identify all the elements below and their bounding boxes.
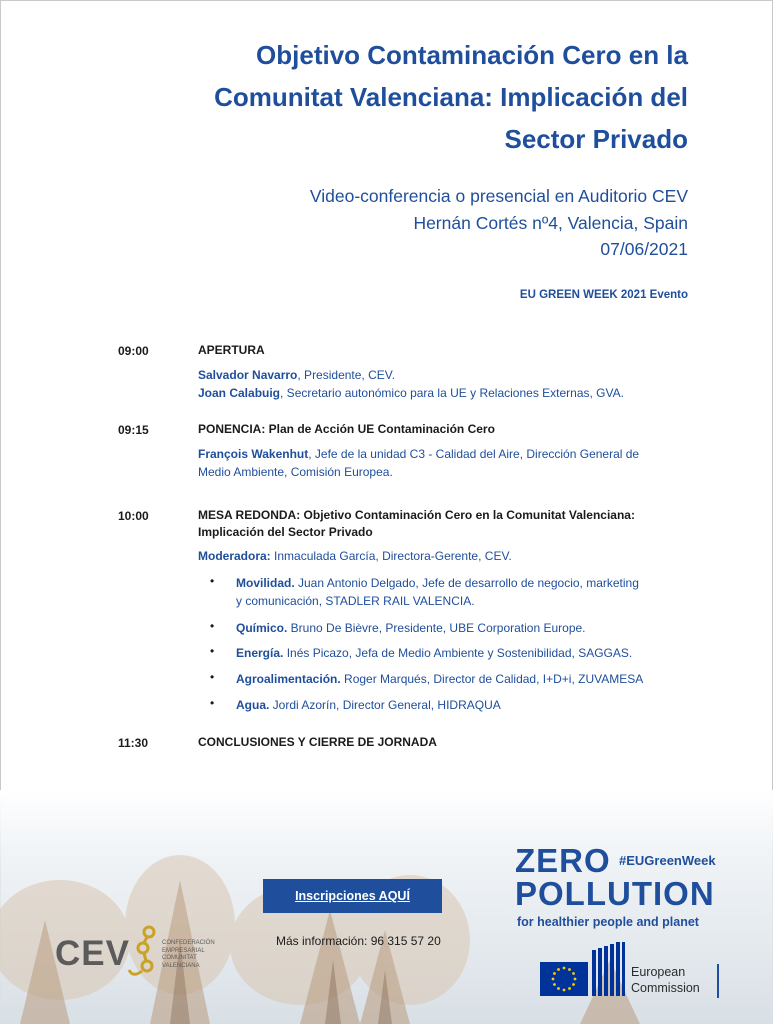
- panelist-text: Juan Antonio Delgado, Jefe de desarrollo de negocio, marketing: [294, 576, 639, 590]
- cev-desc-line: COMUNITAT: [162, 955, 197, 961]
- panelist-text: Inés Picazo, Jefa de Medio Ambiente y Sostenibilidad, SAGGAS.: [283, 646, 633, 660]
- speaker-name: François Wakenhut: [198, 447, 309, 461]
- session-heading: MESA REDONDA: Objetivo Contaminación Cero en la Comunitat Valenciana:: [198, 508, 635, 522]
- event-date: 07/06/2021: [600, 239, 688, 259]
- bullet-icon: •: [210, 696, 215, 710]
- address-line: Hernán Cortés nº4, Valencia, Spain: [413, 212, 688, 233]
- cev-description: [162, 940, 242, 970]
- speaker-role: , Secretario autonómico para la UE y Relaciones Externas, GVA.: [280, 386, 624, 400]
- title-line-1: Objetivo Contaminación Cero en la: [256, 40, 688, 70]
- speaker-line: [198, 366, 678, 384]
- speaker-role: , Presidente, CEV.: [297, 368, 396, 382]
- panelist-item: [236, 670, 696, 688]
- contact-info: Más información: 96 315 57 20: [276, 934, 441, 948]
- cev-desc-line: VALENCIANA: [162, 962, 200, 969]
- panelist-item: [236, 696, 696, 714]
- panelist-sector: Agroalimentación.: [236, 672, 341, 686]
- panelist-text: Bruno De Bièvre, Presidente, UBE Corporation Europe.: [287, 621, 586, 635]
- panelist-text: Jordi Azorín, Director General, HIDRAQUA: [269, 698, 501, 712]
- session-time: 10:00: [118, 509, 149, 523]
- zero-word: ZERO: [515, 842, 611, 879]
- session-time: 09:00: [118, 344, 149, 358]
- commission-line-2: Commission: [631, 981, 700, 995]
- panelist-sector: Energía.: [236, 646, 284, 660]
- panelist-item: [236, 619, 696, 637]
- session-time: 11:30: [118, 736, 149, 750]
- commission-name: [631, 964, 700, 996]
- session-time: 09:15: [118, 423, 149, 437]
- title-line-3: Sector Privado: [504, 124, 688, 154]
- zero-pollution-tagline: for healthier people and planet: [517, 915, 699, 929]
- speaker-role: , Jefe de la unidad C3 - Calidad del Aire, Dirección General de: [308, 447, 640, 461]
- register-button[interactable]: Inscripciones AQUÍ: [263, 879, 442, 913]
- commission-building-icon: [592, 942, 626, 998]
- commission-divider: [717, 964, 719, 998]
- panelist-text: Roger Marqués, Director de Calidad, I+D+i, ZUVAMESA: [340, 672, 644, 686]
- cev-desc-line: CONFEDERACIÓN: [162, 940, 215, 946]
- speaker-name: Joan Calabuig: [198, 386, 281, 400]
- page-title: [88, 34, 688, 160]
- panelist-item: [236, 644, 696, 662]
- panelist-sector: Agua.: [236, 698, 270, 712]
- cev-logo: [55, 922, 235, 982]
- bullet-icon: •: [210, 574, 215, 588]
- european-commission-logo: [518, 942, 728, 1000]
- bullet-icon: •: [210, 619, 215, 633]
- session-heading: PONENCIA: Plan de Acción UE Contaminación Cero: [198, 422, 495, 436]
- event-tag: EU GREEN WEEK 2021 Evento: [519, 289, 688, 301]
- cev-wordmark: CEV: [55, 934, 130, 973]
- title-line-2: Comunitat Valenciana: Implicación del: [214, 82, 688, 112]
- panelist-sector: Químico.: [236, 621, 288, 635]
- panelist-item: [236, 574, 696, 592]
- session-heading: APERTURA: [198, 343, 265, 357]
- commission-line-1: European: [631, 965, 686, 979]
- cev-chain-icon: [123, 924, 161, 980]
- eu-flag-icon: [540, 962, 588, 996]
- cev-desc-line: EMPRESARIAL: [162, 947, 205, 954]
- session-heading-continued: Implicación del Sector Privado: [198, 525, 373, 539]
- speaker-name: Salvador Navarro: [198, 368, 298, 382]
- panelist-sector: Movilidad.: [236, 576, 295, 590]
- moderator-label: Moderadora:: [198, 549, 271, 563]
- session-heading: CONCLUSIONES Y CIERRE DE JORNADA: [198, 735, 437, 749]
- speaker-line: [198, 384, 678, 402]
- speaker-role-continued: Medio Ambiente, Comisión Europea.: [198, 465, 393, 479]
- bullet-icon: •: [210, 644, 215, 658]
- panelist-text-continued: y comunicación, STADLER RAIL VALENCIA.: [236, 594, 475, 608]
- moderator-line: [198, 547, 678, 565]
- bullet-icon: •: [210, 670, 215, 684]
- pollution-word: POLLUTION: [515, 875, 715, 912]
- hashtag: #EUGreenWeek: [619, 853, 716, 868]
- moderator-text: Inmaculada García, Directora-Gerente, CEV.: [270, 549, 512, 563]
- venue-line: Video-conferencia o presencial en Auditorio CEV: [309, 186, 688, 206]
- event-details: [128, 183, 688, 263]
- speaker-line: [198, 445, 678, 463]
